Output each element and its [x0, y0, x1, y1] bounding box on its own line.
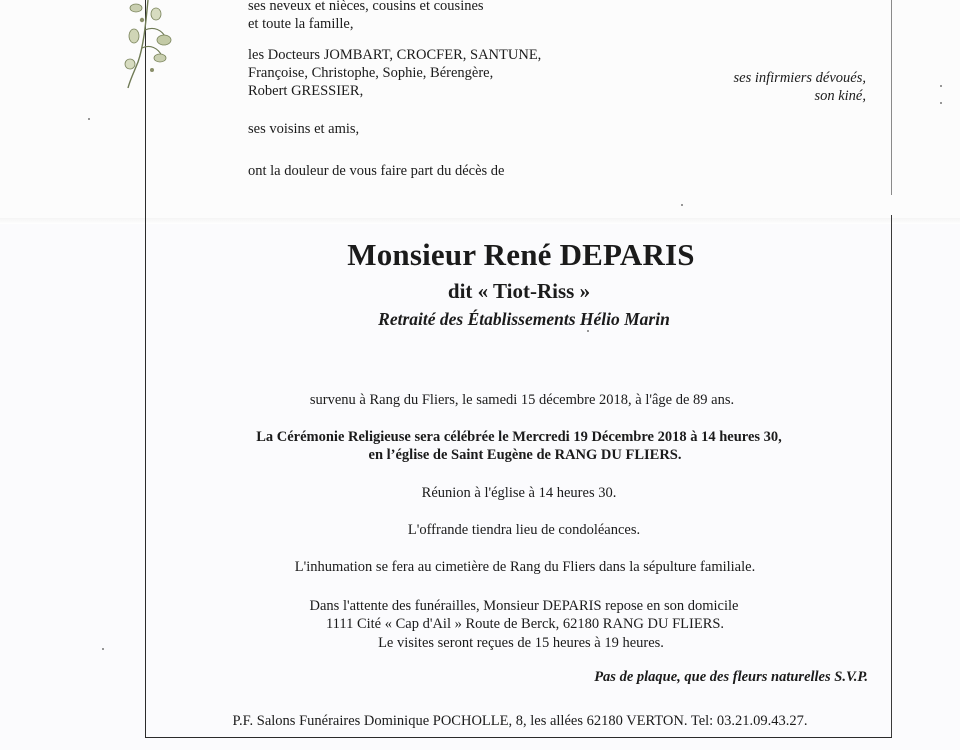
visitation-line-2: 1111 Cité « Cap d'Ail » Route de Berck, 62180 RANG DU FLIERS.: [325, 616, 725, 632]
scan-speck: [587, 330, 589, 332]
visitation-line-1: Dans l'attente des funérailles, Monsieur DEPARIS repose en son domicile: [309, 598, 739, 614]
left-border-line: [145, 0, 146, 738]
family-line-1: ses neveux et nièces, cousins et cousines: [248, 0, 484, 14]
burial-line: L'inhumation se fera au cimetière de Rang du Fliers dans la sépulture familiale.: [294, 559, 756, 575]
doctors-line-3: Robert GRESSIER,: [248, 83, 364, 99]
caregivers-line-2: son kiné,: [814, 88, 866, 104]
announcement-line: ont la douleur de vous faire part du décès de: [248, 163, 505, 179]
fold-crease: [0, 218, 960, 224]
ceremony-line-1: La Cérémonie Religieuse sera célébrée le Mercredi 19 Décembre 2018 à 14 heures 30,: [256, 429, 782, 445]
doctors-line-2: Françoise, Christophe, Sophie, Bérengère,: [248, 65, 494, 81]
scan-speck: [940, 102, 942, 104]
caregivers-line-1: ses infirmiers dévoués,: [733, 70, 866, 86]
offering-line: L'offrande tiendra lieu de condoléances.: [407, 522, 641, 538]
ceremony-line-2: en l’église de Saint Eugène de RANG DU FLIERS.: [368, 447, 682, 463]
scan-speck: [681, 204, 683, 206]
bottom-border-line: [145, 737, 892, 738]
family-line-2: et toute la famille,: [248, 16, 354, 32]
flowers-note: Pas de plaque, que des fleurs naturelles S.V.P.: [594, 669, 868, 685]
scan-speck: [102, 648, 104, 650]
scan-speck: [88, 118, 90, 120]
deceased-occupation: Retraité des Établissements Hélio Marin: [378, 309, 670, 329]
funeral-home-line: P.F. Salons Funéraires Dominique POCHOLLE, 8, les allées 62180 VERTON. Tel: 03.21.09.43.27.: [232, 713, 808, 729]
deceased-nickname: dit « Tiot-Riss »: [447, 279, 591, 303]
scan-speck: [940, 85, 942, 87]
meeting-line: Réunion à l'église à 14 heures 30.: [421, 485, 617, 501]
visitation-line-3: Le visites seront reçues de 15 heures à 19 heures.: [378, 635, 664, 651]
neighbors-line: ses voisins et amis,: [248, 121, 360, 137]
right-border-line-upper: [891, 0, 892, 195]
doctors-line-1: les Docteurs JOMBART, CROCFER, SANTUNE,: [248, 47, 542, 63]
right-border-line: [891, 215, 892, 738]
death-info: survenu à Rang du Fliers, le samedi 15 décembre 2018, à l'âge de 89 ans.: [309, 392, 735, 408]
flower-sprig-icon: [118, 0, 178, 92]
deceased-name: Monsieur René DEPARIS: [347, 237, 695, 272]
